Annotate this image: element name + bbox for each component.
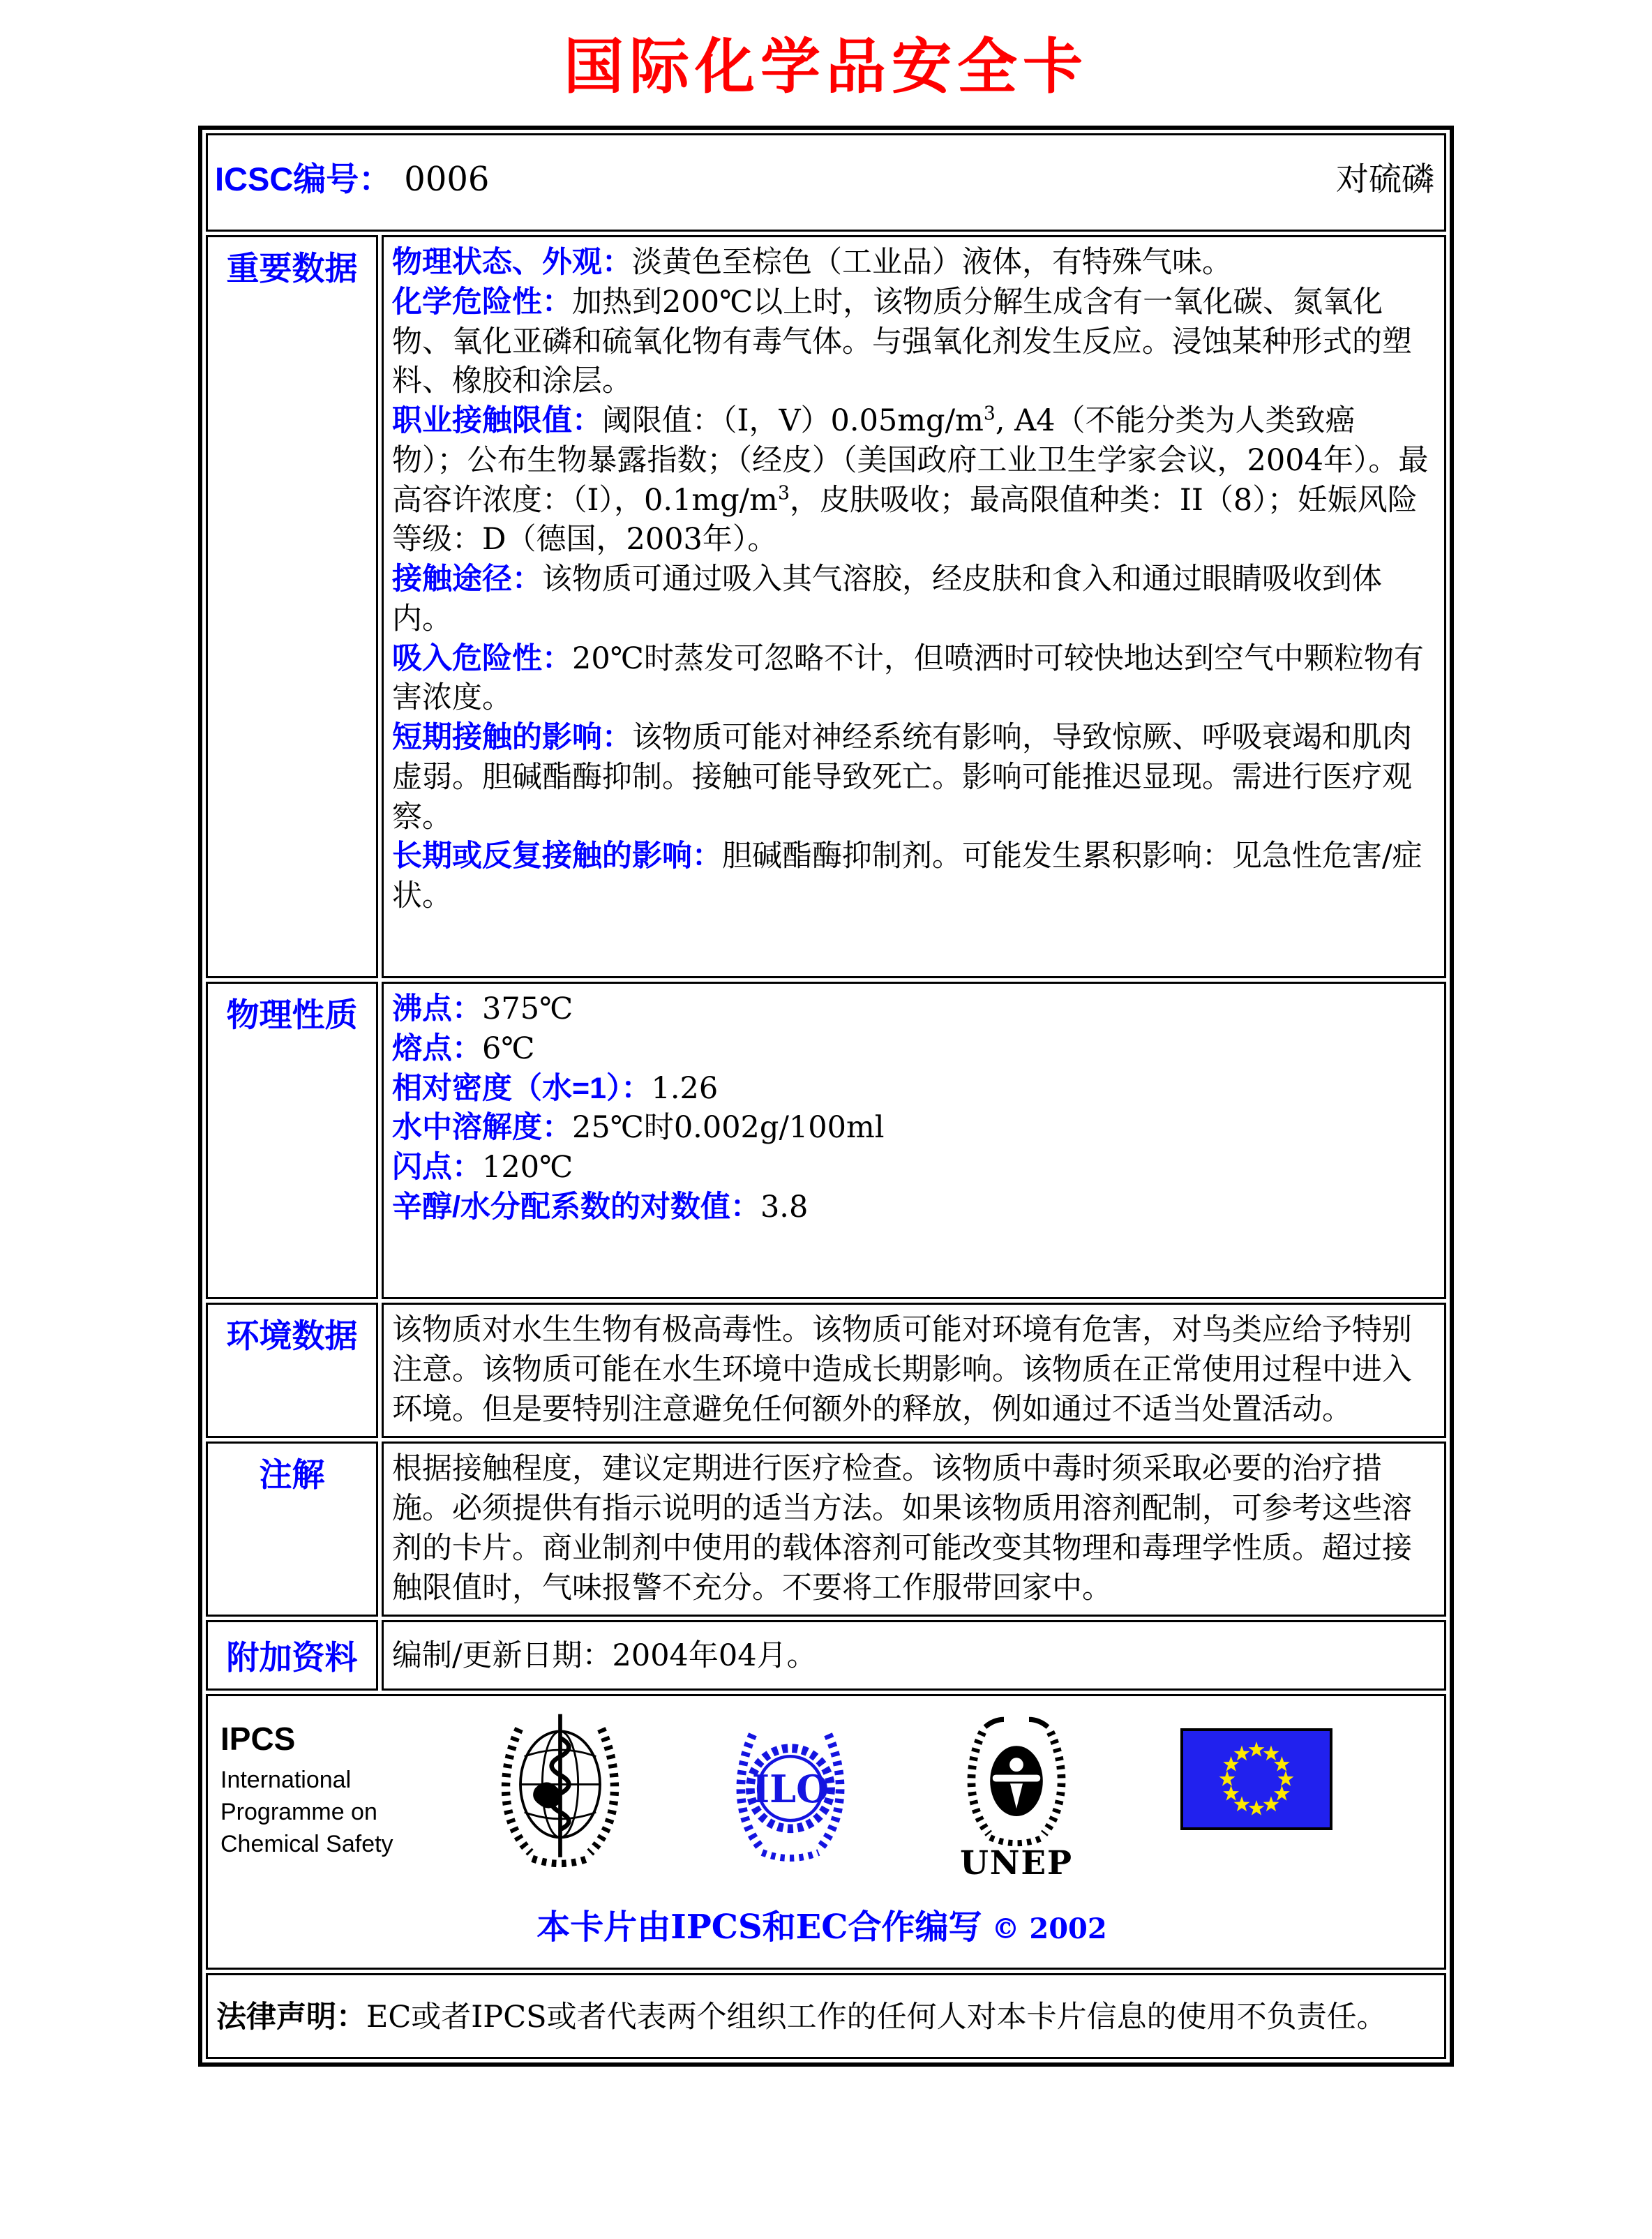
ipcs-line: Chemical Safety bbox=[220, 1831, 393, 1858]
section-label-important-data: 重要数据 bbox=[206, 235, 378, 978]
section-label-additional-info: 附加资料 bbox=[206, 1620, 378, 1691]
paragraph bbox=[392, 718, 1430, 837]
section-content-physical-properties bbox=[382, 982, 1446, 1299]
field-label: 辛醇/水分配系数的对数值： bbox=[392, 1190, 760, 1224]
copyright-text: © 2002 bbox=[991, 1912, 1107, 1946]
text-run: 根据接触程度，建议定期进行医疗检查。该物质中毒时须采取必要的治疗措施。必须提供有指示说明的适当方法。如果该物质用溶剂配制，可参考这些溶剂的卡片。商业制剂中使用的载体溶剂可能改变其物理和毒理学性质。超过接触限值时，气味报警不充分。不要将工作服带回家中。 bbox=[392, 1451, 1412, 1605]
header-cell bbox=[206, 133, 1446, 232]
ilo-letters: ILO bbox=[751, 1767, 829, 1812]
section-content-notes bbox=[382, 1442, 1446, 1617]
page-title: 国际化学品安全卡 bbox=[564, 33, 1088, 100]
paragraph bbox=[392, 401, 1430, 560]
unep-label: UNEP bbox=[960, 1844, 1074, 1883]
paragraph bbox=[392, 1310, 1430, 1429]
paragraph bbox=[392, 1148, 1430, 1188]
ipcs-line: International bbox=[220, 1767, 352, 1794]
section-label-notes: 注解 bbox=[206, 1442, 378, 1617]
ipcs-text-block bbox=[220, 1710, 393, 1861]
icsc-card-page bbox=[0, 18, 1652, 2239]
section-label-physical-properties: 物理性质 bbox=[206, 982, 378, 1299]
row-additional-info bbox=[206, 1620, 1446, 1691]
footer-caption bbox=[220, 1900, 1423, 1948]
row-important-data bbox=[206, 235, 1446, 978]
paragraph bbox=[392, 243, 1430, 283]
field-label: 相对密度（水=1）： bbox=[392, 1071, 652, 1105]
text-run: 3.8 bbox=[760, 1189, 809, 1225]
text-run: 20℃时蒸发可忽略不计，但喷洒时可较快地达到空气中颗粒物有害浓度。 bbox=[392, 641, 1424, 716]
field-label: 吸入危险性： bbox=[392, 641, 572, 675]
who-logo-icon bbox=[494, 1710, 626, 1869]
section-content-additional-info: 编制/更新日期：2004年04月。 bbox=[382, 1620, 1446, 1691]
ipcs-line: Programme on bbox=[220, 1799, 377, 1826]
row-footer-logos bbox=[206, 1694, 1446, 1970]
ipcs-abbreviation: IPCS bbox=[220, 1721, 296, 1758]
field-label: 沸点： bbox=[392, 992, 482, 1026]
icsc-table bbox=[198, 126, 1454, 2067]
field-label: 熔点： bbox=[392, 1031, 482, 1065]
icsc-number-label: ICSC编号： bbox=[215, 160, 392, 197]
paragraph bbox=[392, 1069, 1430, 1109]
field-label: 闪点： bbox=[392, 1151, 482, 1184]
text-run: 25℃时0.002g/100ml bbox=[572, 1110, 885, 1146]
paragraph bbox=[392, 1108, 1430, 1148]
row-legal bbox=[206, 1973, 1446, 2059]
section-label-environmental-data: 环境数据 bbox=[206, 1303, 378, 1438]
chemical-name: 对硫磷 bbox=[1336, 160, 1434, 199]
paragraph bbox=[392, 1449, 1430, 1608]
paragraph bbox=[392, 1029, 1430, 1069]
field-label: 接触途径： bbox=[392, 562, 542, 596]
paragraph bbox=[392, 1188, 1430, 1227]
field-label: 水中溶解度： bbox=[392, 1111, 572, 1145]
row-environmental-data bbox=[206, 1303, 1446, 1438]
caption-text: 本卡片由IPCS和EC合作编写 bbox=[536, 1908, 982, 1947]
text-run: 375℃ bbox=[482, 991, 573, 1026]
text-run: 加热到200℃以上时，该物质分解生成含有一氧化碳、氮氧化物、氧化亚磷和硫氧化物有毒气体。与强氧化剂发生反应。浸蚀某种形式的塑料、橡胶和涂层。 bbox=[392, 284, 1412, 399]
paragraph bbox=[392, 639, 1430, 719]
section-content-important-data bbox=[382, 235, 1446, 978]
text-run: 6℃ bbox=[482, 1031, 535, 1066]
text-run: 该物质对水生生物有极高毒性。该物质可能对环境有危害，对鸟类应给予特别注意。该物质可能在水生环境中造成长期影响。该物质在正常使用过程中进入环境。但是要特别注意避免任何额外的释放，例如通过不适当处置活动。 bbox=[392, 1312, 1412, 1427]
text-run: 120℃ bbox=[482, 1150, 573, 1185]
text-run: , A4（不能分类为人类致癌物）；公布生物暴露指数；（经皮）（美国政府工业卫生学家会议，2004年）。最高容许浓度：（I），0.1mg/m bbox=[392, 403, 1429, 518]
field-label: 短期接触的影响： bbox=[392, 721, 632, 754]
row-header bbox=[206, 133, 1446, 232]
text-run: 3 bbox=[777, 482, 790, 504]
legal-label: 法律声明： bbox=[216, 2000, 366, 2035]
text-run: 该物质可能对神经系统有影响，导致惊厥、呼吸衰竭和肌肉虚弱。胆碱酯酶抑制。接触可能导致死亡。影响可能推迟显现。需进行医疗观察。 bbox=[392, 720, 1412, 834]
legal-text: EC或者IPCS或者代表两个组织工作的任何人对本卡片信息的使用不负责任。 bbox=[366, 2000, 1387, 2035]
icsc-number-value: 0006 bbox=[404, 160, 490, 199]
legal-cell bbox=[206, 1973, 1446, 2059]
field-label: 职业接触限值： bbox=[392, 404, 602, 437]
paragraph bbox=[392, 283, 1430, 401]
field-label: 长期或反复接触的影响： bbox=[392, 839, 722, 874]
icsc-number-group bbox=[215, 153, 489, 200]
row-physical-properties bbox=[206, 982, 1446, 1299]
field-label: 物理状态、外观： bbox=[392, 246, 632, 279]
footer-cell bbox=[206, 1694, 1446, 1970]
unep-logo-icon bbox=[954, 1710, 1079, 1885]
section-content-environmental-data bbox=[382, 1303, 1446, 1438]
ilo-logo-icon bbox=[728, 1710, 853, 1869]
text-run: 3 bbox=[983, 403, 996, 425]
paragraph bbox=[392, 989, 1430, 1029]
field-label: 化学危险性： bbox=[392, 285, 572, 319]
paragraph bbox=[392, 560, 1430, 639]
row-notes bbox=[206, 1442, 1446, 1617]
text-run: 淡黄色至棕色（工业品）液体，有特殊气味。 bbox=[632, 245, 1232, 280]
text-run: ，皮肤吸收；最高限值种类：II（8）；妊娠风险等级：D（德国，2003年）。 bbox=[392, 482, 1418, 557]
text-run: 胆碱酯酶抑制剂。可能发生累积影响：见急性危害/症状。 bbox=[392, 839, 1422, 913]
text-run: 阈限值：（I，V）0.05mg/m bbox=[602, 403, 984, 438]
text-run: 1.26 bbox=[651, 1070, 719, 1106]
text-run: 该物质可通过吸入其气溶胶，经皮肤和食入和通过眼睛吸收到体内。 bbox=[392, 562, 1382, 636]
logo-strip bbox=[220, 1710, 1423, 1885]
paragraph bbox=[392, 837, 1430, 916]
eu-flag-icon bbox=[1180, 1728, 1332, 1830]
